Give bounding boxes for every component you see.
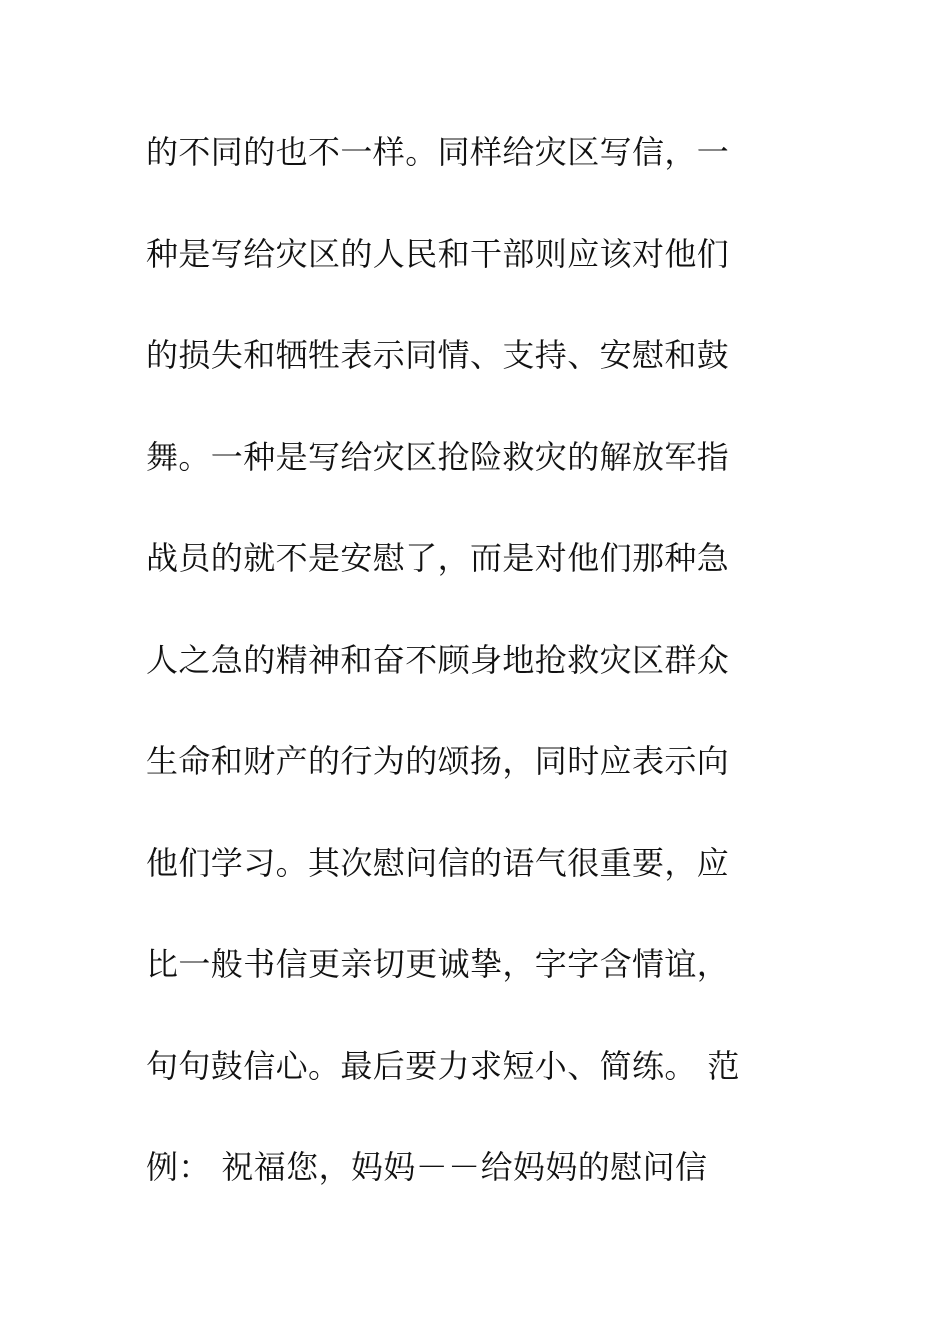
text-line: 生命和财产的行为的颂扬，同时应表示向 bbox=[146, 742, 730, 780]
text-line: 的不同的也不一样。同样给灾区写信，一 bbox=[146, 133, 730, 171]
text-line: 的损失和牺牲表示同情、支持、安慰和鼓 bbox=[146, 336, 730, 374]
text-line: 种是写给灾区的人民和干部则应该对他们 bbox=[146, 234, 730, 273]
text-line: 人之急的精神和奋不顾身地抢救灾区群众 bbox=[146, 640, 730, 679]
text-line: 例： 祝福您，妈妈－－给妈妈的慰问信 bbox=[146, 1148, 708, 1186]
text-line: 比一般书信更亲切更诚挚，字字含情谊， bbox=[146, 945, 730, 983]
text-line: 舞。一种是写给灾区抢险救灾的解放军指 bbox=[146, 437, 730, 476]
text-line: 战员的就不是安慰了，而是对他们那种急 bbox=[146, 539, 730, 577]
text-line: 句句鼓信心。最后要力求短小、简练。 范 bbox=[146, 1046, 740, 1085]
text-line: 他们学习。其次慰问信的语气很重要，应 bbox=[146, 843, 730, 882]
body-text bbox=[146, 126, 806, 1243]
